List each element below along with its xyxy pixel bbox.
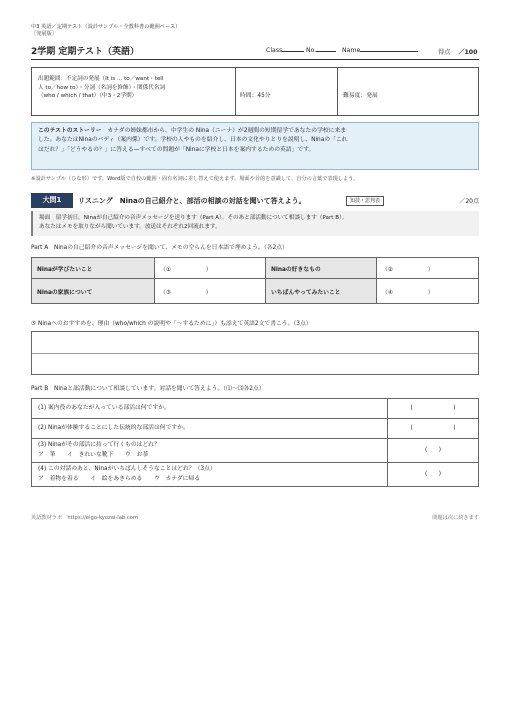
question-row xyxy=(32,463,479,487)
memo-label: Ninaの家族について xyxy=(32,279,155,304)
exam-scope-line1: 出題範囲：不定詞の発展（It is ... to／want・tell xyxy=(38,76,164,82)
question1-title: リスニング Ninaの自己紹介と、部活の相談の対話を聞いて答えよう。 xyxy=(78,197,306,205)
question-row xyxy=(32,399,479,419)
info-divider xyxy=(337,68,338,115)
class-label: Class xyxy=(266,47,283,54)
memo-label: いちばんやってみたいこと xyxy=(266,279,377,304)
story-box xyxy=(31,122,479,170)
question5-answer-box[interactable] xyxy=(31,331,479,375)
memo-answer-blank[interactable]: （② ） xyxy=(377,258,479,279)
number-field xyxy=(306,47,336,54)
answer-blank[interactable]: ( ) xyxy=(388,439,479,463)
header-subtitle-line1: 中3 英語／定期テスト（設計サンプル・全教科書の範囲ベース） xyxy=(31,24,181,30)
question1-header xyxy=(31,193,479,208)
memo-answer-blank[interactable]: （④ ） xyxy=(377,279,479,304)
question1-badge: 大問1 xyxy=(31,193,73,208)
answer-line xyxy=(32,353,478,354)
page-title: 2学期 定期テスト（英語） xyxy=(31,47,140,57)
exam-scope-line2: 人 to／how to）・分詞（名詞を修飾）・関係代名詞 xyxy=(38,84,166,91)
question-text-line: (4) この対話のあと、Ninaがいちばんしそうなことはどれ？（3点） xyxy=(38,466,216,473)
question-text xyxy=(32,399,388,419)
question1-points: ／20点 xyxy=(459,198,479,205)
score-total: ／100 xyxy=(458,49,478,56)
answer-blank[interactable]: ( ) xyxy=(388,463,479,487)
question-options: ア 筆 イ きれいな靴下 ウ お茶 xyxy=(38,451,149,458)
memo-label: Ninaが学びたいこと xyxy=(32,258,155,279)
memo-row xyxy=(32,279,479,304)
question-row xyxy=(32,419,479,439)
question-text xyxy=(32,463,388,487)
exam-info-box xyxy=(31,67,479,116)
header-subtitle-line2: ［発展版］ xyxy=(31,31,57,38)
memo-row xyxy=(32,258,479,279)
story-line3: はだれ？」「どうやるの？」に答える—すべての問題が「Ninaに学校と日本を案内するための英語」です。 xyxy=(38,146,315,153)
part-a-instruction: Part A Ninaの自己紹介の音声メッセージを聞いて、メモの空らんを日本語で埋めよう。（各2点） xyxy=(31,245,288,251)
exam-time: 時間：45分 xyxy=(240,93,271,99)
name-field xyxy=(342,47,418,54)
footer-continue-note: 問題は次に続きます xyxy=(432,515,479,521)
name-label: Name xyxy=(342,47,361,54)
question-options: ア 着物を着る イ 絵をあきらめる ウ カナダに帰る xyxy=(38,475,201,482)
question-row xyxy=(32,439,479,463)
memo-label: Ninaの好きなもの xyxy=(266,258,377,279)
score-label: 得点 xyxy=(438,49,451,56)
question-text xyxy=(32,439,388,463)
memo-answer-blank[interactable]: （① ） xyxy=(155,258,266,279)
question-text-line: (3) Ninaがその部活に持って行くものはどれ？ xyxy=(38,442,160,448)
design-note: ※設計サンプル（ひな形）です。Word版で自校の範囲・固有名詞に差し替えて使えます。場面や目的を意識して、自分の言葉で表現しよう。 xyxy=(31,176,359,182)
header-subtitle xyxy=(31,24,180,38)
footer-site: 英語教材ラボ https://eigo-kyozai-lab.com xyxy=(31,515,138,521)
skill-tag: 知技・思判表 xyxy=(346,196,384,206)
question5-prompt: ⑤ Ninaへのおすすめを、理由（who/which の説明や「〜するために」）も添えて英語2文で書こう。（3点） xyxy=(31,321,312,327)
story-line2: した。あなたはNinaのバディ（案内係）です。学校の人やものを紹介し、日本の文化やりとりを説明し、Ninaの「これ xyxy=(38,137,348,144)
exam-scope-line3: （who / which / that）（中3・2学期） xyxy=(38,93,138,100)
part-b-instruction: Part B Ninaと部活動について相談しています。対話を聞いて答えよう。（⑴〜⑶各2点） xyxy=(31,386,265,392)
number-label: No. xyxy=(306,47,317,54)
exam-difficulty: 難易度：発展 xyxy=(343,93,378,99)
scene-line2: あなたはメモを取りながら聞いています。放送はそれぞれ2回流れます。 xyxy=(39,223,221,230)
story-label: このテストのストーリー xyxy=(38,128,102,134)
scene-line1: 場面 留学初日。Ninaが自己紹介の音声メッセージを送ります（Part A）。そのあと部活動について相談します（Part B）。 xyxy=(39,215,348,221)
scene-box xyxy=(31,211,479,236)
answer-blank[interactable]: ( ) xyxy=(388,399,479,419)
info-divider xyxy=(235,68,236,115)
part-b-questions xyxy=(31,398,479,487)
question-text xyxy=(32,419,388,439)
memo-answer-blank[interactable]: （③ ） xyxy=(155,279,266,304)
question-text-line: (1) 案内役のあなたが入っている部活は何ですか。 xyxy=(38,404,170,411)
question-text-line: (2) Ninaが体験することにした伝統的な部活は何ですか。 xyxy=(38,424,189,431)
header-rule xyxy=(31,59,479,60)
memo-table xyxy=(31,257,479,304)
story-line1: カナダの姉妹都市から、中学生の Nina（ニーナ）が2週間の短期留学であなたの学校に来ま xyxy=(107,128,347,134)
exam-scope xyxy=(38,75,228,101)
answer-blank[interactable]: ( ) xyxy=(388,419,479,439)
score-field xyxy=(438,47,477,56)
class-field xyxy=(266,47,304,54)
